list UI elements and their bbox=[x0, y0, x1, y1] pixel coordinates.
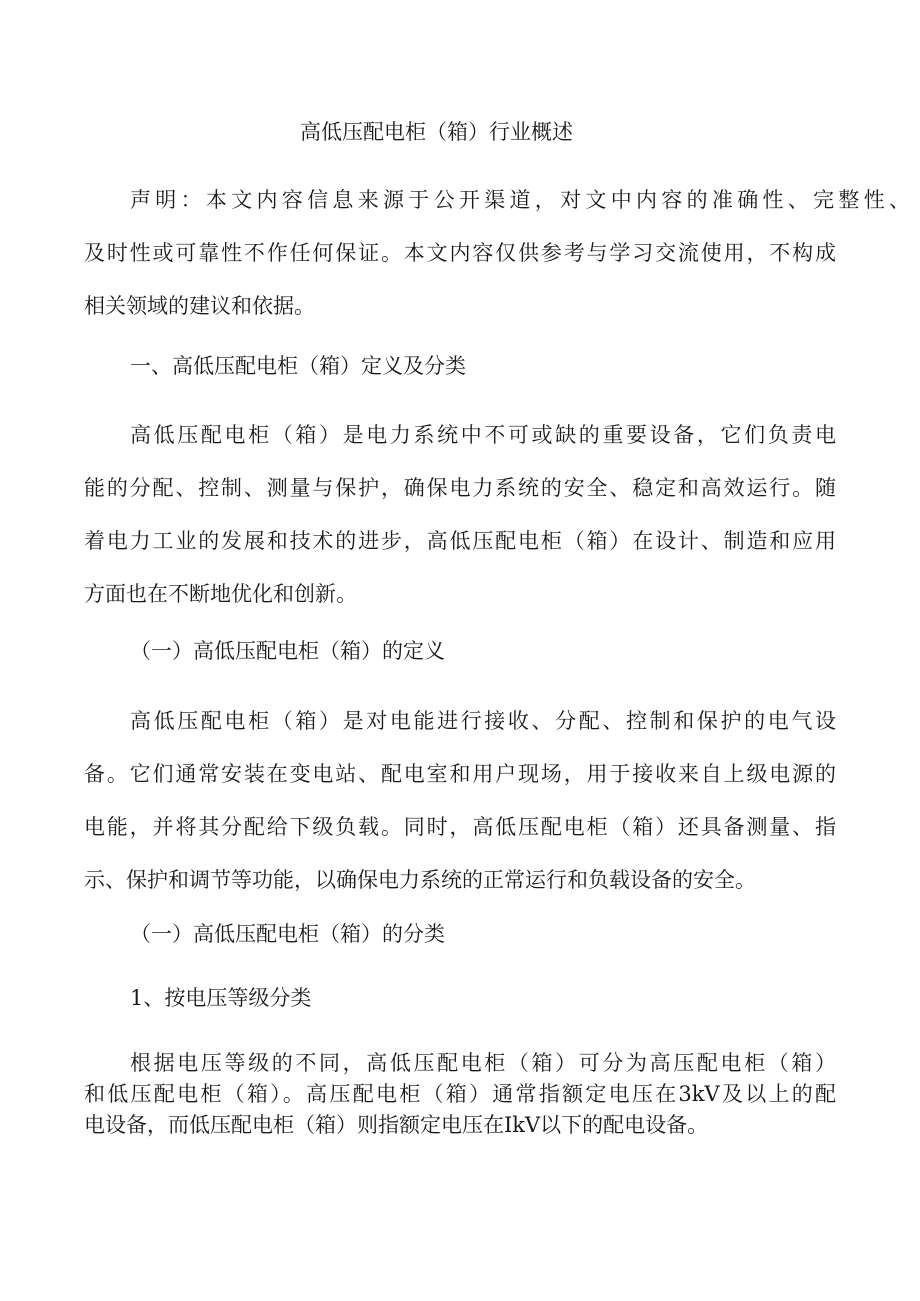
paragraph-line: 电设备，而低压配电柜（箱）则指额定电压在IkV以下的配电设备。 bbox=[84, 1113, 709, 1137]
disclaimer-line: 及时性或可靠性不作任何保证。本文内容仅供参考与学习交流使用，不构成 bbox=[84, 241, 836, 265]
disclaimer-line: 相关领域的建议和依据。 bbox=[84, 294, 315, 318]
subsection-heading: （一）高低压配电柜（箱）的分类 bbox=[130, 922, 445, 946]
item-paragraph bbox=[84, 1048, 836, 1141]
paragraph-line: 和低压配电柜（箱）。高压配电柜（箱）通常指额定电压在3kV及以上的配 bbox=[84, 1082, 836, 1106]
disclaimer-paragraph bbox=[84, 174, 910, 333]
paragraph-line: 高低压配电柜（箱）是对电能进行接收、分配、控制和保护的电气设 bbox=[130, 709, 836, 733]
paragraph-line: 示、保护和调节等功能，以确保电力系统的正常运行和负载设备的安全。 bbox=[84, 868, 756, 892]
paragraph-line: 能的分配、控制、测量与保护，确保电力系统的安全、稳定和高效运行。随 bbox=[84, 476, 836, 500]
document-title: 高低压配电柜（箱）行业概述 bbox=[300, 120, 573, 144]
item-heading: 1、按电压等级分类 bbox=[130, 986, 312, 1010]
disclaimer-line: 声明：本文内容信息来源于公开渠道，对文中内容的准确性、完整性、 bbox=[130, 188, 910, 212]
paragraph-line: 着电力工业的发展和技术的进步，高低压配电柜（箱）在设计、制造和应用 bbox=[84, 529, 836, 553]
subsection-heading: （一）高低压配电柜（箱）的定义 bbox=[130, 639, 445, 663]
subsection-paragraph bbox=[84, 695, 836, 907]
paragraph-line: 方面也在不断地优化和创新。 bbox=[84, 582, 357, 606]
paragraph-line: 根据电压等级的不同，高低压配电柜（箱）可分为高压配电柜（箱） bbox=[130, 1051, 836, 1075]
paragraph-line: 电能，并将其分配给下级负载。同时，高低压配电柜（箱）还具备测量、指 bbox=[84, 815, 836, 839]
section-heading: 一、高低压配电柜（箱）定义及分类 bbox=[130, 354, 466, 378]
section-paragraph bbox=[84, 409, 836, 621]
paragraph-line: 高低压配电柜（箱）是电力系统中不可或缺的重要设备，它们负责电 bbox=[130, 423, 836, 447]
paragraph-line: 备。它们通常安装在变电站、配电室和用户现场，用于接收来自上级电源的 bbox=[84, 762, 836, 786]
